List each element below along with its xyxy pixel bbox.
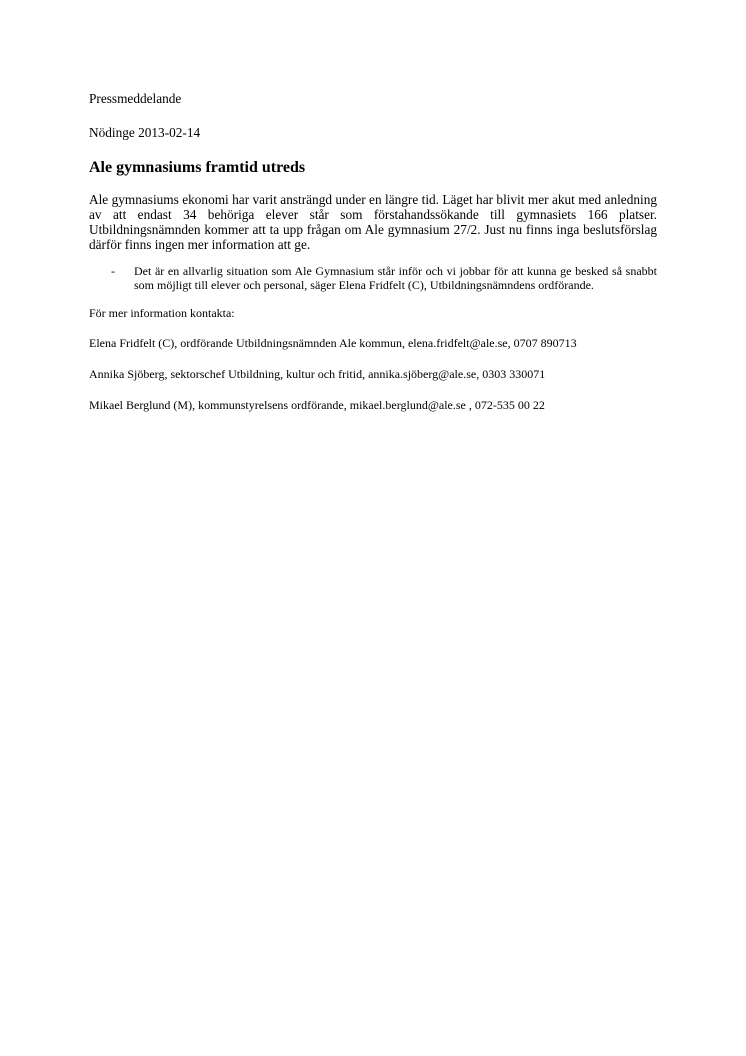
quote-dash: - [111,264,115,278]
contact-heading: För mer information kontakta: [89,306,235,320]
contact-line-1: Elena Fridfelt (C), ordförande Utbildningsnämnden Ale kommun, elena.fridfelt@ale.se, 0707 890713 [89,336,577,350]
document-label: Pressmeddelande [89,91,182,106]
body-paragraph: Ale gymnasiums ekonomi har varit ansträngd under en längre tid. Läget har blivit mer akut med anledning av att endast 34 behöriga elever står som förstahandssökande till gymnasiets 166 platser. Utbildningsnämnden kommer att ta upp frågan om Ale gymnasium 27/2. Just nu finns inga beslutsförslag därför finns ingen mer information att ge. [89,192,657,252]
contact-line-3: Mikael Berglund (M), kommunstyrelsens ordförande, mikael.berglund@ale.se , 072-535 00 22 [89,398,545,412]
quote-text: Det är en allvarlig situation som Ale Gymnasium står inför och vi jobbar för att kunna ge besked så snabbt som möjligt till elever och personal, säger Elena Fridfelt (C), Utbildningsnämndens ordförande. [134,264,657,292]
quote-item [89,264,657,292]
place-date: Nödinge 2013-02-14 [89,125,201,140]
press-release-page [89,90,657,429]
contact-line-2: Annika Sjöberg, sektorschef Utbildning, kultur och fritid, annika.sjöberg@ale.se, 0303 330071 [89,367,546,381]
document-title: Ale gymnasiums framtid utreds [89,159,306,176]
